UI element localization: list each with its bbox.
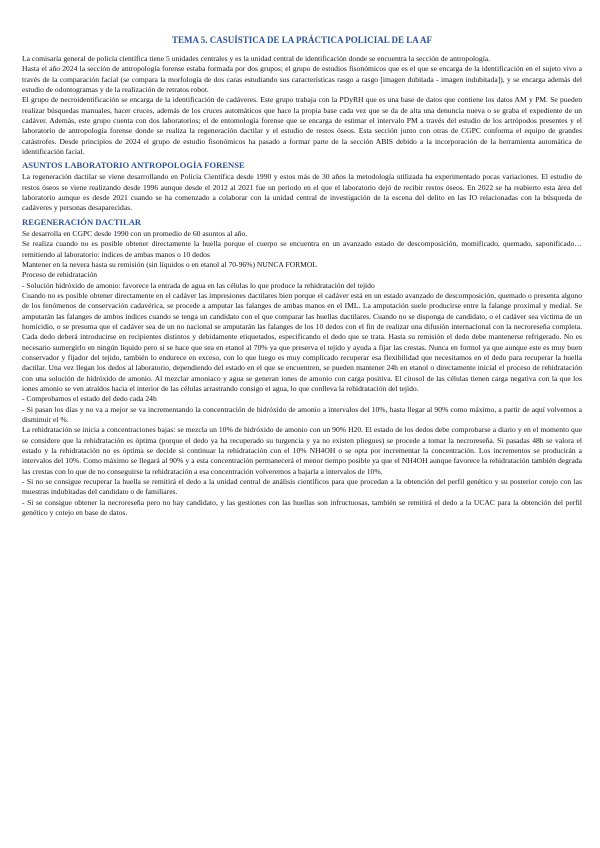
- section2-paragraph: Se realiza cuando no es posible obtener directamente la huella porque el cuerpo se encuentra en un avanzado estado de descomposición, momificado, quemado, saponificado… remitiendo al laboratorio: índices de ambas manos o 10 dedos: [22, 239, 582, 259]
- intro-paragraph: Hasta el año 2024 la sección de antropología forense estaba formada por dos grupos; el grupo de estudios fisonómicos que es el que se encarga de la identificación en el sujeto vivo a través de la comparación facial (se compara la morfología de dos caras estudiando sus características rasgo a rasgo [imagen dubitada - imagen indubitada]), y se encarga además del estudio de odontogramas y de la realización de retratos robot.: [22, 64, 582, 95]
- section2-paragraph: - Si pasan los días y no va a mejor se va incrementando la concentración de hidróxido de amonio a intervalos del 10%, hasta llegar al 90% como máximo, a partir de aquí volvemos a disminuir el %.: [22, 404, 582, 424]
- section2-paragraph: La rehidratación se inicia a concentraciones bajas: se mezcla un 10% de hidróxido de amonio con un 90% H20. El estado de los dedos debe comprobarse a diario y en el momento que se considere que la rehidratación es óptima (porque el dedo ya ha recuperado su turgencia y ya no existen pliegues) se procede a tomar la necroreseña. Si pasadas 48h se valora el estado y la rehidratación no es óptima se decide si continuar la rehidratación con el 10% NH4OH o se opta por incrementar la concentración. Los incrementos se producirán a intervalos del 10%. Como máximo se llegará al 90% y a esta concentración permanecerá el menor tiempo posible ya que el NH4OH aunque favorece la rehidratación también degrada las crestas con lo que de no conseguirse la rehidratación a esa concentración volveremos a bajarla a intervalos de 10%.: [22, 425, 582, 476]
- section2-paragraph: Proceso de rehidratación: [22, 270, 98, 280]
- intro-paragraph: El grupo de necroidentificación se encarga de la identificación de cadáveres. Este grupo trabaja con la PDyRH que es una base de datos que contiene los datos AM y PM. Se pueden realizar búsquedas manuales, hacer cruces, además de los cruces automáticos que hace la propia base cada vez que se da de alta una denuncia nueva o se graba el expediente de un cadáver. Además, este grupo cuenta con dos laboratorios; el de entomología forense que se encarga de estimar el intervalo PM a través del estudio de los artrópodos presentes y el laboratorio de antropología forense donde se realiza la regeneración dactilar y el estudio de restos óseos. Esta sección junto con otras de CGPC conforma el equipo de grandes catástrofes. Desde principios de 2024 el grupo de estudio fisonómicos ha pasado a formar parte de la sección ABIS debido a la incorporación de la herramienta automática de identificación facial.: [22, 95, 582, 157]
- section-heading-regeneracion: REGENERACIÓN DACTILAR: [22, 216, 142, 227]
- section2-paragraph: - Comprobamos el estado del dedo cada 24h: [22, 394, 157, 404]
- document-page: [22, 34, 582, 518]
- section2-paragraph: Cuando no es posible obtener directamente en el cadáver las impresiones dactilares bien porque el cadáver está en un estado avanzado de descomposición, quemado o presenta alguno de los fenómenos de conservación cadavérica, se procede a amputar las falanges de ambas manos en el IML. La amputación suele producirse entre la falange proximal y medial. Se amputarán las falanges de ambos índices cuando se tenga un candidato con el que comparar las huellas dactilares. Cuando no se disponga de candidato, o el cadáver sea víctima de un homicidio, o se presuma que el cadáver sea de un no nacional se amputarán las falanges de los 10 dedos con el fin de realizar una difusión internacional con la necroreseña completa. Cada dedo deberá introducirse en recipientes distintos y debidamente etiquetados, especificando el dedo que se trata. Hasta su remisión el dedo debe mantenerse refrigerado. No es necesario sumergirlo en ningún líquido pero si se hace que sea en etanol al 70% ya que preserva el tejido y ayuda a fijar las crestas. Nunca en formol ya que aunque este es muy buen conservador y fijador del tejido, también lo endurece en exceso, con lo que luego es muy complicado recuperar esa flexibilidad que necesitamos en el dedo para recuperar la huella dactilar. Una vez llegan los dedos al laboratorio, dependiendo del estado en el que se encuentren, se pueden mantener 24h en etanol o directamente inicial el proceso de rehidratación con una solución de hidróxido de amonio. Al mezclar amoniaco y agua se generan iones de amonio con carga positiva. El citosol de las células tienen carga negativa con la que los iones amonio se ven atraídos hacia el interior de las células arrastrando consigo el agua, lo que conlleva la rehidratación del tejido.: [22, 290, 582, 393]
- section2-paragraph: - Si se consigue obtener la necroreseña pero no hay candidato, y las gestiones con las huellas son infructuosas, también se remitirá el dedo a la UCAC para la obtención del perfil genético y cotejo en base de datos.: [22, 497, 582, 518]
- intro-paragraph: La comisaría general de policía científica tiene 5 unidades centrales y es la unidad central de identificación donde se encuentra la sección de antropología.: [22, 54, 491, 63]
- section2-paragraph: Mantener en la nevera hasta su remisión (sin líquidos o en etanol al 70-96%) NUNCA FORMOL: [22, 259, 318, 269]
- section2-paragraph: Se desarrolla en CGPC desde 1990 con un promedio de 60 asuntos al año.: [22, 228, 248, 238]
- page-title: TEMA 5. CASUÍSTICA DE LA PRÁCTICA POLICIAL DE LA AF: [171, 35, 433, 45]
- section2-paragraph: - Si no se consigue recuperar la huella se remitirá el dedo a la unidad central de análisis científicos para que procedan a la obtención del perfil genético y su posterior cotejo con las muestras indubitadas del candidato o de familiares.: [22, 477, 582, 497]
- section2-paragraph: - Solución hidróxido de amonio: favorece la entrada de agua en las células lo que produce la rehidratación del tejido: [22, 280, 375, 290]
- section-heading-antropologia: ASUNTOS LABORATORIO ANTROPOLOGÍA FORENSE: [22, 160, 245, 171]
- section1-paragraph: La regeneración dactilar se viene desarrollando en Policía Científica desde 1990 y estos más de 30 años la metodología utilizada ha experimentado pocas variaciones. El estudio de restos óseos se viene realizando desde 1996 aunque desde el 2012 al 2021 fue un periodo en el que el laboratorio dejó de recibir restos óseos. En 2022 se ha reabierto esta área del laboratorio aunque es desde 2021 cuando se ha comenzado a colaborar con la unidad central de investigación de la escena del delito en las IO relacionadas con la búsqueda de cadáveres y personas desaparecidas.: [22, 172, 582, 213]
